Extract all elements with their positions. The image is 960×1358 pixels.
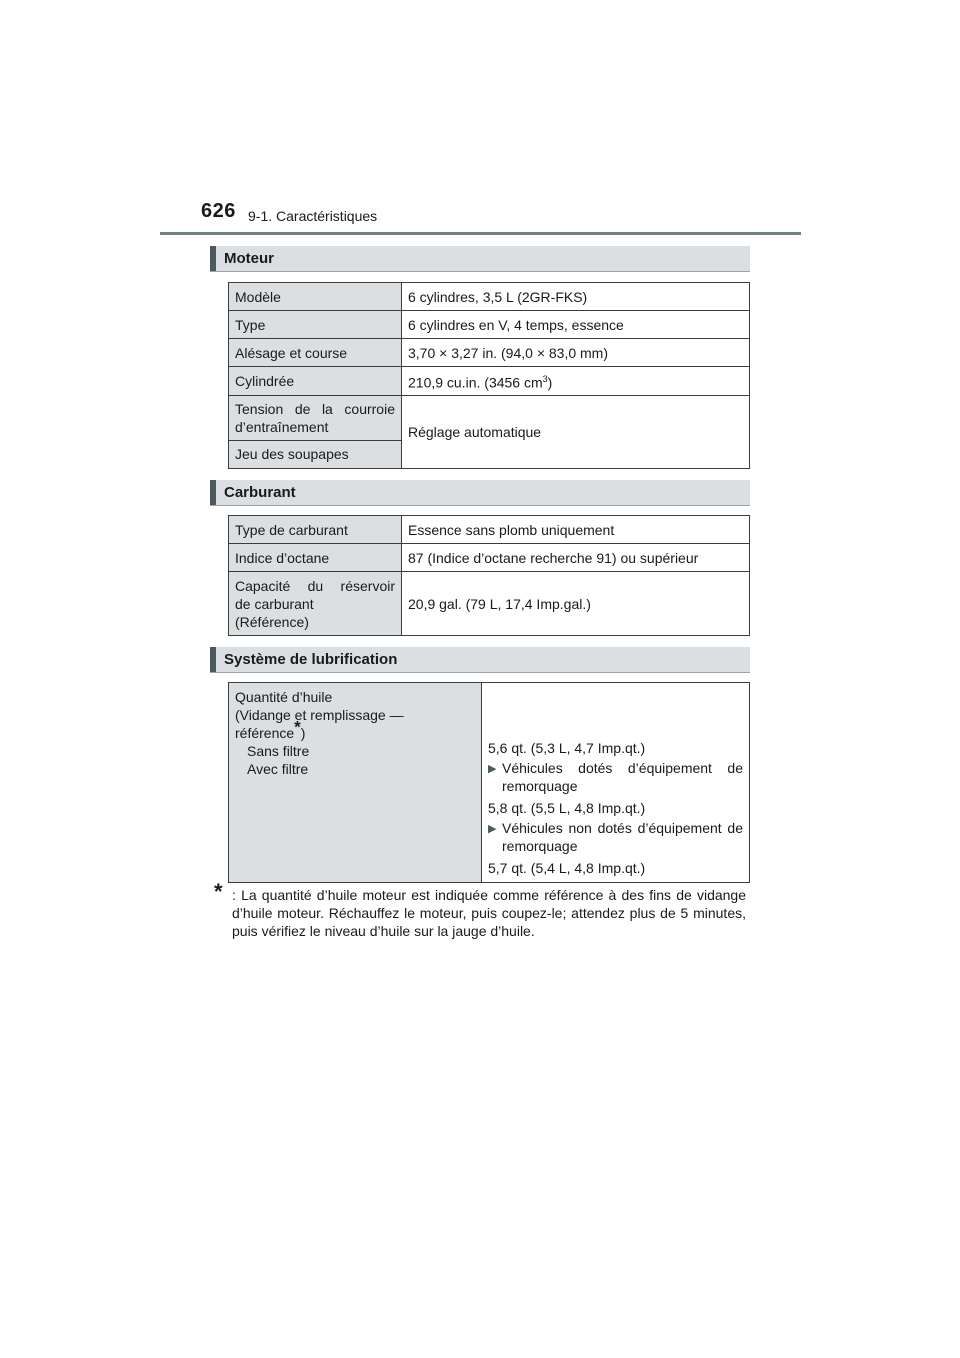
label-line: Sans filtre — [247, 743, 310, 759]
spec-label: Type de carburant — [229, 516, 402, 544]
section-bar — [210, 647, 216, 672]
spec-label: Modèle — [229, 283, 402, 311]
table-row — [229, 395, 750, 440]
spec-label: Alésage et course — [229, 339, 402, 367]
table-row — [229, 311, 750, 339]
spec-label: Type — [229, 311, 402, 339]
table-row — [229, 339, 750, 367]
section-header-moteur — [210, 246, 750, 272]
section-title: Système de lubrification — [224, 651, 398, 668]
table-row — [229, 544, 750, 572]
section-bar — [210, 246, 216, 271]
label-line: Capacité du réservoir — [235, 577, 395, 594]
section-title: Carburant — [224, 484, 296, 501]
spec-value: 6 cylindres, 3,5 L (2GR-FKS) — [402, 283, 750, 311]
spec-label: Jeu des soupapes — [229, 440, 402, 468]
table-row — [229, 283, 750, 311]
spec-value: 20,9 gal. (79 L, 17,4 Imp.gal.) — [402, 572, 750, 636]
value-line: 5,7 qt. (5,4 L, 4,8 Imp.qt.) — [488, 860, 646, 876]
spec-label: Tension de la courroie d’entraînement — [229, 395, 402, 440]
superscript: 3 — [542, 374, 548, 384]
table-row — [229, 516, 750, 544]
triangle-right-icon: ▶ — [488, 763, 497, 775]
label-line: Avec filtre — [247, 761, 309, 777]
list-item — [488, 819, 743, 855]
label-text: référence — [235, 725, 295, 741]
list-item-text: Véhicules non dotés d’équipement de remorquage — [502, 820, 743, 854]
list-item — [488, 759, 743, 795]
triangle-right-icon: ▶ — [488, 823, 497, 835]
spec-value: 6 cylindres en V, 4 temps, essence — [402, 311, 750, 339]
page-number: 626 — [201, 200, 236, 222]
list-item-text: Véhicules dotés d’équipement de remorquage — [502, 760, 743, 794]
asterisk: * — [294, 717, 301, 737]
spec-value: 87 (Indice d’octane recherche 91) ou supérieur — [402, 544, 750, 572]
spec-value — [402, 367, 750, 396]
section-header-lubrification — [210, 647, 750, 673]
section-header-carburant — [210, 480, 750, 506]
value-text: ) — [547, 374, 553, 391]
table-row — [229, 683, 750, 883]
moteur-table — [228, 282, 750, 469]
spec-value — [482, 683, 750, 883]
section-bar — [210, 480, 216, 505]
value-line: 5,6 qt. (5,3 L, 4,7 Imp.qt.) — [488, 740, 646, 756]
label-text: ) — [300, 725, 306, 741]
chapter-title: 9-1. Caractéristiques — [248, 208, 378, 224]
spec-value: 3,70 × 3,27 in. (94,0 × 83,0 mm) — [402, 339, 750, 367]
label-line — [235, 717, 475, 742]
spec-label: Indice d’octane — [229, 544, 402, 572]
spec-label — [229, 572, 402, 636]
label-line: Quantité d’huile — [235, 689, 333, 705]
spec-value: Réglage automatique — [402, 395, 750, 468]
footnote-text: : La quantité d’huile moteur est indiquée comme référence à des fins de vidange d’huile moteur. Réchauffez le moteur, puis coupez-le; attendez plus de 5 minutes, puis vérifiez le niveau d’huile sur la jauge d’huile. — [232, 887, 746, 939]
label-line: (Référence) — [235, 613, 309, 630]
carburant-table — [228, 515, 750, 636]
label-line: (Vidange et remplissage — — [235, 707, 404, 723]
value-text: 210,9 cu.in. (3456 cm — [408, 374, 543, 391]
section-title: Moteur — [224, 250, 274, 267]
spec-label: Cylindrée — [229, 367, 402, 396]
table-row — [229, 572, 750, 636]
header-rule — [160, 232, 801, 235]
footnote — [214, 879, 746, 940]
footnote-marker: * — [214, 879, 223, 904]
value-line: 5,8 qt. (5,5 L, 4,8 Imp.qt.) — [488, 800, 646, 816]
table-row — [229, 367, 750, 396]
lubrification-table — [228, 682, 750, 883]
spec-label — [229, 683, 482, 883]
label-line: de carburant — [235, 595, 314, 612]
spec-value: Essence sans plomb uniquement — [402, 516, 750, 544]
